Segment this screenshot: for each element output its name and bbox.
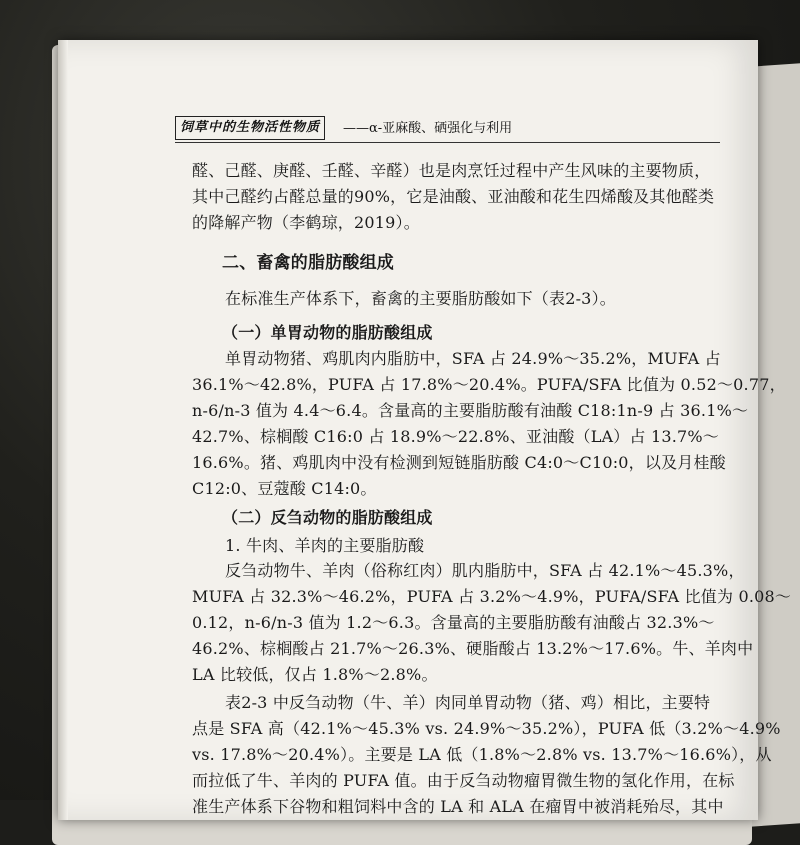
text-line: 的降解产物（李鹤琼，2019）。 [192, 213, 420, 232]
text-line: 醛、己醛、庚醛、壬醛、辛醛）也是肉烹饪过程中产生风味的主要物质， [192, 161, 711, 180]
series-title: 饲草中的生物活性物质 [175, 116, 325, 140]
text-line: 点是 SFA 高（42.1%～45.3% vs. 24.9%～35.2%），PUFA 低（3.2%～4.9% [192, 719, 781, 738]
subsection-heading: （一）单胃动物的脂肪酸组成 [222, 323, 433, 342]
text-line: 42.7%、棕榈酸 C16:0 占 18.9%～22.8%、亚油酸（LA）占 13.7%～ [192, 427, 720, 446]
text-line: C12:0、豆蔻酸 C14:0。 [192, 479, 377, 498]
text-line: 36.1%～42.8%，PUFA 占 17.8%～20.4%。PUFA/SFA 比值为 0.52～0.77， [192, 375, 786, 394]
text-line: LA 比较低，仅占 1.8%～2.8%。 [192, 665, 438, 684]
text-line: 16.6%。猪、鸡肌肉中没有检测到短链脂肪酸 C4:0～C10:0，以及月桂酸 [192, 453, 726, 472]
intro-paragraph: 在标准生产体系下，畜禽的主要脂肪酸如下（表2-3）。 [225, 289, 616, 308]
text-line: 0.12，n-6/n-3 值为 1.2～6.3。含量高的主要脂肪酸有油酸占 32.3%～ [192, 613, 715, 632]
running-header [175, 120, 720, 143]
text-line: 46.2%、棕榈酸占 21.7%～26.3%、硬脂酸占 13.2%～17.6%。牛、羊肉中 [192, 639, 754, 658]
sub-subsection-heading: 1. 牛肉、羊肉的主要脂肪酸 [225, 536, 425, 555]
text-line: 而拉低了牛、羊肉的 PUFA 值。由于反刍动物瘤胃微生物的氢化作用，在标 [192, 771, 735, 790]
text-line: MUFA 占 32.3%～46.2%，PUFA 占 3.2%～4.9%，PUFA/SFA 比值为 0.08～ [192, 587, 792, 606]
section-heading: 二、畜禽的脂肪酸组成 [222, 253, 394, 273]
header-subtitle: ——α-亚麻酸、硒强化与利用 [343, 121, 513, 136]
text-line: 单胃动物猪、鸡肌肉内脂肪中，SFA 占 24.9%～35.2%，MUFA 占 [225, 349, 721, 368]
text-line: n-6/n-3 值为 4.4～6.4。含量高的主要脂肪酸有油酸 C18:1n-9 占 36.1%～ [192, 401, 749, 420]
subsection-heading: （二）反刍动物的脂肪酸组成 [222, 508, 433, 527]
text-line: vs. 17.8%～20.4%）。主要是 LA 低（1.8%～2.8% vs. 13.7%～16.6%），从 [192, 745, 772, 764]
text-line: 准生产体系下谷物和粗饲料中含的 LA 和 ALA 在瘤胃中被消耗殆尽，其中 [192, 797, 724, 816]
text-line: 表2-3 中反刍动物（牛、羊）肉同单胃动物（猪、鸡）相比，主要特 [225, 693, 711, 712]
text-line: 反刍动物牛、羊肉（俗称红肉）肌内脂肪中，SFA 占 42.1%～45.3%， [225, 561, 745, 580]
text-line: 其中己醛约占醛总量的90%，它是油酸、亚油酸和花生四烯酸及其他醛类 [192, 187, 715, 206]
page-gutter [58, 40, 68, 820]
